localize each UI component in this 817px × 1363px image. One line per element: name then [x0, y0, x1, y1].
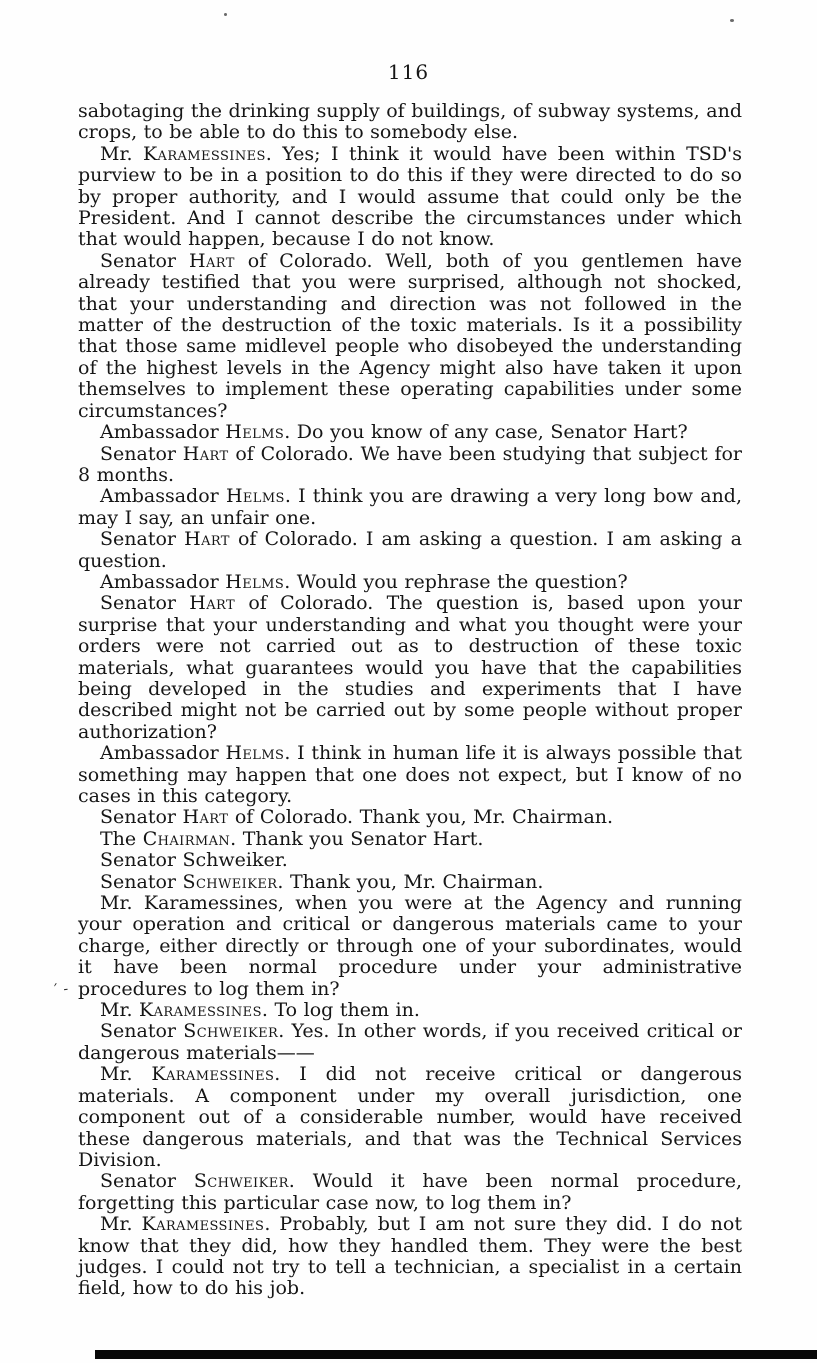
paragraph — [78, 893, 742, 1000]
speaker-prefix: Senator — [100, 1170, 194, 1193]
speaker-name: Helms — [225, 570, 285, 593]
paragraph-text: of Colorado. I am asking a question. I am asking a question. — [78, 528, 742, 572]
speaker-prefix: Senator — [100, 806, 183, 829]
paragraph — [78, 1064, 742, 1171]
paragraph-text: . Yes. In other words, if you received critical or dangerous materials—— — [78, 1020, 743, 1064]
speaker-prefix: Senator — [100, 1020, 184, 1043]
paragraph — [78, 1171, 742, 1214]
speaker-name: Hart — [182, 442, 229, 465]
paragraph — [78, 251, 742, 422]
paragraph-text: sabotaging the drinking supply of buildings, of subway systems, and crops, to be able to do this to somebody else. — [78, 100, 742, 144]
speaker-prefix: Ambassador — [100, 421, 226, 444]
speaker-name: Chairman — [142, 827, 231, 850]
speaker-name: Karamessines — [139, 999, 262, 1022]
speaker-prefix: Ambassador — [100, 570, 226, 593]
speaker-prefix: Senator — [100, 528, 185, 551]
paragraph — [78, 486, 742, 529]
paragraph — [78, 1021, 742, 1064]
speaker-name: Karamessines — [142, 142, 266, 165]
paragraph — [78, 850, 742, 871]
speaker-name: Helms — [225, 742, 285, 765]
speaker-name: Helms — [225, 485, 285, 508]
speaker-name: Karamessines — [141, 1213, 265, 1236]
speaker-name: Schweiker — [193, 1170, 289, 1193]
speaker-prefix: Senator — [100, 249, 189, 272]
paragraph — [78, 572, 742, 593]
speaker-prefix: Mr. — [100, 142, 143, 165]
paragraph-text: of Colorado. The question is, based upon your surprise that your understanding and what you thought were your orders were not carried out as to destruction of these toxic materials, what guarantees would you have that the capabilities being developed in the studies and experiments that I have described might not be carried out by some people without proper authorization? — [78, 592, 742, 743]
speaker-prefix: Senator — [100, 592, 190, 615]
paragraph — [78, 743, 742, 807]
speaker-prefix: Senator — [100, 870, 183, 893]
speaker-prefix: Ambassador — [100, 742, 226, 765]
paragraph — [78, 529, 742, 572]
pen-mark: ´ - — [50, 980, 70, 1000]
paragraph — [78, 444, 742, 487]
paragraph — [78, 872, 742, 893]
speaker-name: Schweiker — [182, 870, 278, 893]
speaker-prefix: Mr. — [100, 1213, 142, 1236]
paragraph-text: . Would it have been normal procedure, forgetting this particular case now, to log them in? — [78, 1170, 742, 1214]
speaker-prefix: Mr. — [100, 1063, 152, 1086]
paragraph-text: . Yes; I think it would have been within TSD's purview to be in a position to do this if they were directed to do so by proper authority, and I would assume that could only be the President. And I cannot describe the circumstances under which that would happen, because I do not know. — [78, 142, 742, 251]
paragraph — [78, 593, 742, 743]
paragraph-text: of Colorado. Thank you, Mr. Chairman. — [228, 806, 614, 829]
paragraph-text: . Would you rephrase the question? — [284, 570, 628, 593]
paragraph — [78, 807, 742, 828]
paragraph-text: of Colorado. We have been studying that subject for 8 months. — [78, 442, 742, 486]
paragraph-text: . I did not receive critical or dangerous materials. A component under my overall jurisdiction, one component out of a considerable number, would have received these dangerous materials, and that was the Technical Services Division. — [78, 1063, 742, 1171]
paragraph-text: . Thank you, Mr. Chairman. — [277, 870, 544, 893]
paragraph-text: of Colorado. Well, both of you gentlemen have already testified that you were surprised, although not shocked, that your understanding and direction was not followed in the matter of the destruction of the toxic materials. Is it a possibility that those same midlevel people who disobeyed the understanding of the highest levels in the Agency might also have taken it upon themselves to implement these operating capabilities under some circumstances? — [78, 249, 742, 422]
paragraph-text: Senator Schweiker. — [100, 849, 288, 872]
speaker-name: Hart — [182, 806, 229, 829]
speaker-prefix: Mr. — [100, 999, 140, 1022]
paragraph-text: Mr. Karamessines, when you were at the Agency and running your operation and critical or dangerous materials came to your charge, either directly or through one of your subordinates, would it have been normal procedure under your administrative procedures to log them in? — [78, 892, 742, 1000]
scan-edge-artifact — [95, 1350, 817, 1359]
page-number: 116 — [387, 60, 430, 84]
paragraph — [78, 1000, 742, 1021]
paragraph-text: . To log them in. — [261, 999, 420, 1022]
paragraph — [78, 422, 742, 443]
paragraph-text: . Do you know of any case, Senator Hart? — [284, 421, 688, 444]
paragraph — [78, 829, 742, 850]
speaker-name: Karamessines — [151, 1063, 275, 1086]
paragraph-text: . I think in human life it is always possible that something may happen that one does not expect, but I know of no cases in this category. — [78, 742, 743, 807]
scan-speck — [730, 19, 734, 22]
speaker-name: Helms — [225, 421, 285, 444]
speaker-name: Hart — [189, 249, 235, 272]
paragraph — [78, 101, 742, 144]
paragraph-text: . Thank you Senator Hart. — [230, 827, 484, 850]
speaker-name: Hart — [184, 528, 230, 551]
speaker-name: Schweiker — [183, 1020, 279, 1043]
paragraph — [78, 144, 742, 251]
paragraph-text: . Probably, but I am not sure they did. I do not know that they did, how they handled them. They were the best judges. I could not try to tell a technician, a specialist in a certain field, how to do his job. — [78, 1213, 742, 1300]
transcript-body — [78, 101, 742, 1300]
speaker-name: Hart — [189, 592, 236, 615]
paragraph-text: . I think you are drawing a very long bow and, may I say, an unfair one. — [78, 485, 743, 529]
speaker-prefix: Senator — [100, 442, 183, 465]
paragraph — [78, 1214, 742, 1300]
speaker-prefix: Ambassador — [100, 485, 226, 508]
scan-speck — [224, 13, 227, 16]
speaker-prefix: The — [100, 827, 143, 850]
